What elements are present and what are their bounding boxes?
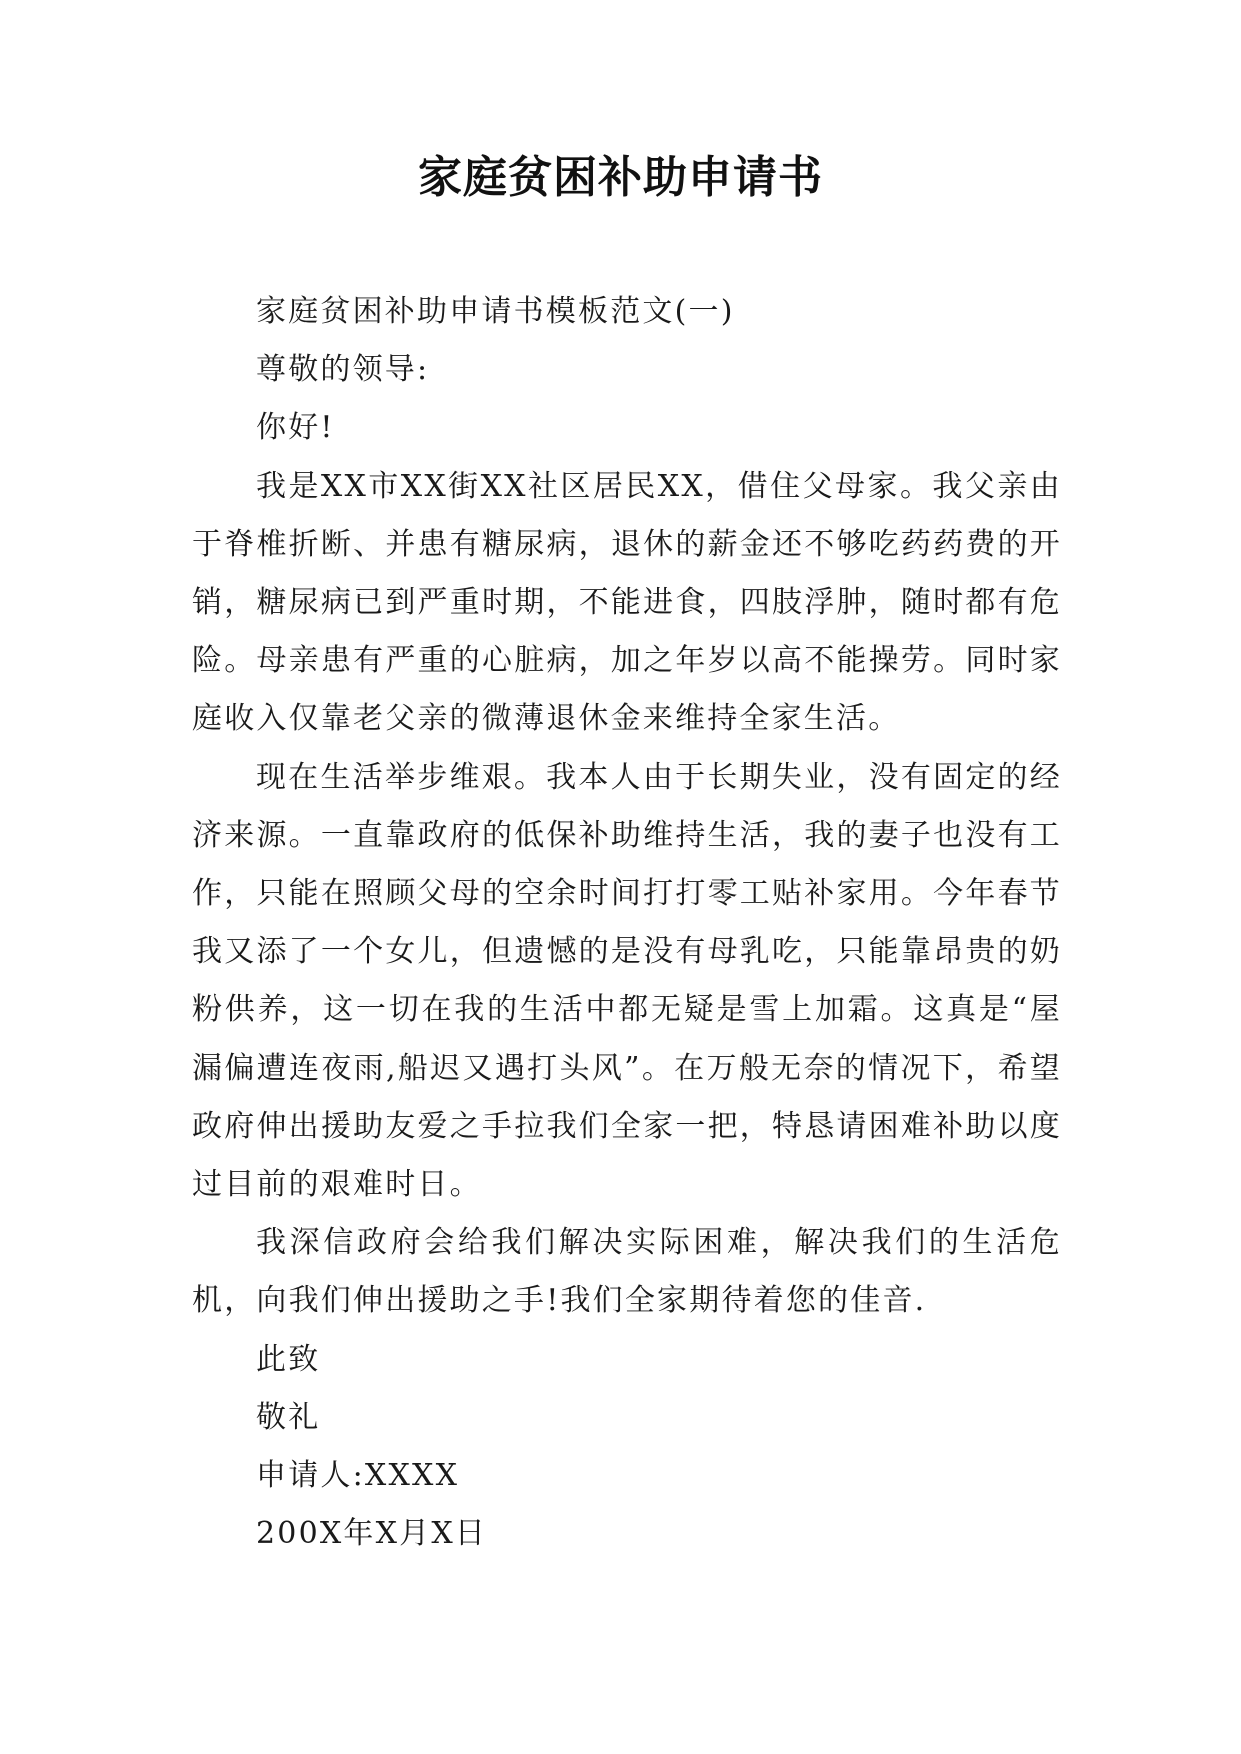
closing-line-1: 此致 <box>256 1341 321 1377</box>
greeting: 你好! <box>256 410 335 446</box>
closing-line-2: 敬礼 <box>256 1399 321 1435</box>
paragraph-current-hardship: 现在生活举步维艰。我本人由于长期失业，没有固定的经济来源。一直靠政府的低保补助维持生活，我的妻子也没有工作，只能在照顾父母的空余时间打打零工贴补家用。今年春节我又添了一个女儿，但遗憾的是没有母乳吃，只能靠昂贵的奶粉供养，这一切在我的生活中都无疑是雪上加霜。这真是“屋漏偏遭连夜雨,船迟又遇打头风”。在万般无奈的情况下，希望政府伸出援助友爱之手拉我们全家一把，特恳请困难补助以度过目前的艰难时日。 <box>192 759 1062 1203</box>
salutation: 尊敬的领导: <box>256 352 430 388</box>
paragraph-expectation: 我深信政府会给我们解决实际困难，解决我们的生活危机，向我们伸出援助之手!我们全家期待着您的佳音. <box>192 1225 1062 1319</box>
document-subtitle: 家庭贫困补助申请书模板范文(一) <box>256 294 735 329</box>
document-body <box>192 283 1062 1563</box>
document-date: 200X年X月X日 <box>256 1516 488 1552</box>
applicant-signature: 申请人:XXXX <box>256 1458 460 1494</box>
paragraph-family-situation: 我是XX市XX街XX社区居民XX，借住父母家。我父亲由于脊椎折断、并患有糖尿病，退休的薪金还不够吃药药费的开销，糖尿病已到严重时期，不能进食，四肢浮肿，随时都有危险。母亲患有严重的心脏病，加之年岁以高不能操劳。同时家庭收入仅靠老父亲的微薄退休金来维持全家生活。 <box>192 468 1062 737</box>
document-title: 家庭贫困补助申请书 <box>418 152 823 203</box>
